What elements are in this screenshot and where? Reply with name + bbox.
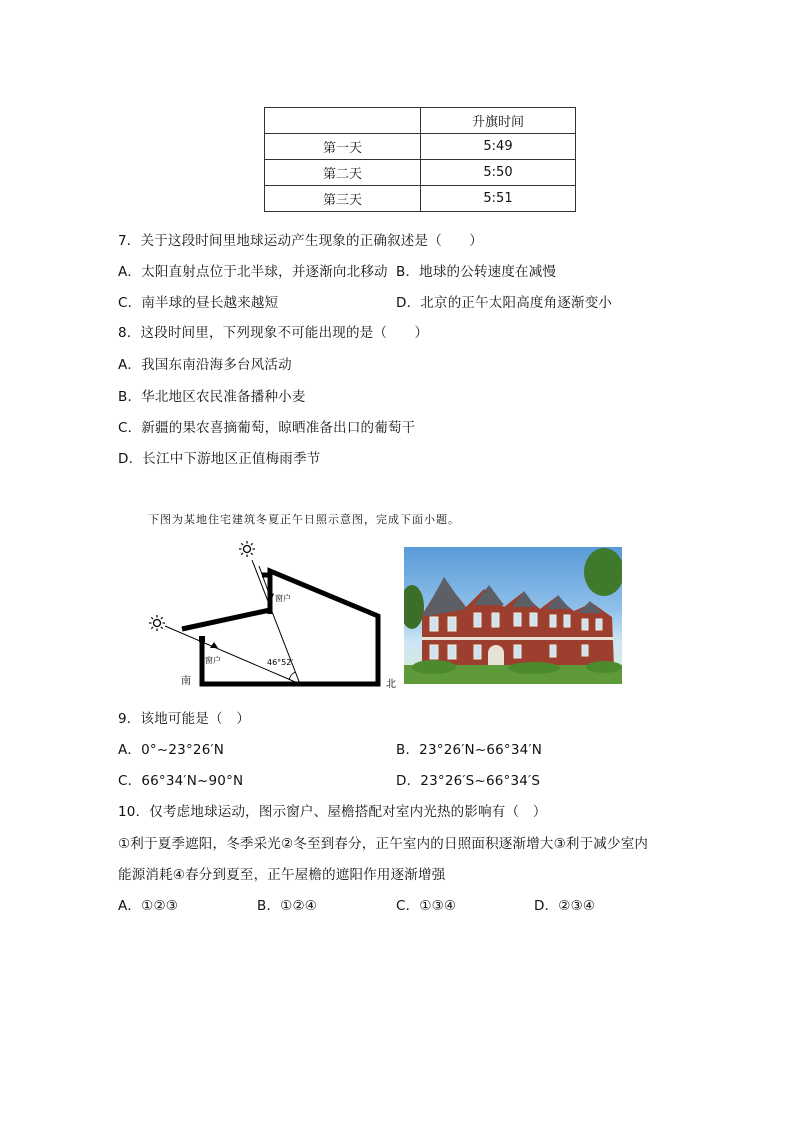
table-cell: 第一天 <box>265 134 421 160</box>
south-label: 南 <box>181 676 191 687</box>
question-8-option-b: B．华北地区农民准备播种小麦 <box>118 389 306 405</box>
table-row <box>265 160 576 186</box>
question-9-stem: 9．该地可能是（ ） <box>118 711 251 727</box>
question-10-option-b: B．①②④ <box>257 898 318 914</box>
table-header-cell: 升旗时间 <box>421 108 576 134</box>
sun-icon <box>149 615 165 631</box>
flag-time-table <box>264 107 576 212</box>
question-9-option-c: C．66°34′N~90°N <box>118 773 244 789</box>
window-label-upper: 窗户 <box>275 594 291 603</box>
table-row <box>265 186 576 212</box>
question-8-option-d: D．长江中下游地区正值梅雨季节 <box>118 451 321 467</box>
table-row <box>265 134 576 160</box>
table-cell: 5:50 <box>421 160 576 186</box>
question-10-stem: 10．仅考虑地球运动，图示窗户、屋檐搭配对室内光热的影响有（ ） <box>118 804 547 820</box>
question-10-option-c: C．①③④ <box>396 898 457 914</box>
table-header-row <box>265 108 576 134</box>
question-9-option-a: A．0°~23°26′N <box>118 742 225 758</box>
question-10-statements-line1: ①利于夏季遮阳，冬季采光②冬至到春分，正午室内的日照面积逐渐增大③利于减少室内 <box>118 836 649 852</box>
table-cell: 第三天 <box>265 186 421 212</box>
figure-intro-text: 下图为某地住宅建筑冬夏正午日照示意图，完成下面小题。 <box>148 513 460 526</box>
sunlight-house-diagram <box>140 538 402 690</box>
table-cell: 第二天 <box>265 160 421 186</box>
question-10-option-d: D．②③④ <box>534 898 596 914</box>
north-label: 北 <box>386 679 396 690</box>
question-7-option-c: C．南半球的昼长越来越短 <box>118 295 279 311</box>
table-cell: 5:51 <box>421 186 576 212</box>
question-8-option-a: A．我国东南沿海多台风活动 <box>118 357 292 373</box>
question-7-option-d: D．北京的正午太阳高度角逐渐变小 <box>396 295 613 311</box>
question-7-stem: 7．关于这段时间里地球运动产生现象的正确叙述是（ ） <box>118 233 483 249</box>
question-10-option-a: A．①②③ <box>118 898 179 914</box>
villa-photo <box>404 547 622 684</box>
table-header-cell <box>265 108 421 134</box>
table-cell: 5:49 <box>421 134 576 160</box>
question-9-option-b: B．23°26′N~66°34′N <box>396 742 543 758</box>
question-7-option-a: A．太阳直射点位于北半球，并逐渐向北移动 <box>118 264 388 280</box>
question-8-option-c: C．新疆的果农喜摘葡萄，晾晒准备出口的葡萄干 <box>118 420 416 436</box>
question-9-option-d: D．23°26′S~66°34′S <box>396 773 541 789</box>
question-7-option-b: B．地球的公转速度在减慢 <box>396 264 557 280</box>
question-10-statements-line2: 能源消耗④春分到夏至，正午屋檐的遮阳作用逐渐增强 <box>118 867 446 883</box>
sun-icon <box>239 541 255 557</box>
angle-label: 46°52′ <box>267 658 294 667</box>
villa-illustration <box>404 547 622 684</box>
window-label-lower: 窗户 <box>205 656 221 665</box>
question-8-stem: 8．这段时间里，下列现象不可能出现的是（ ） <box>118 325 429 341</box>
